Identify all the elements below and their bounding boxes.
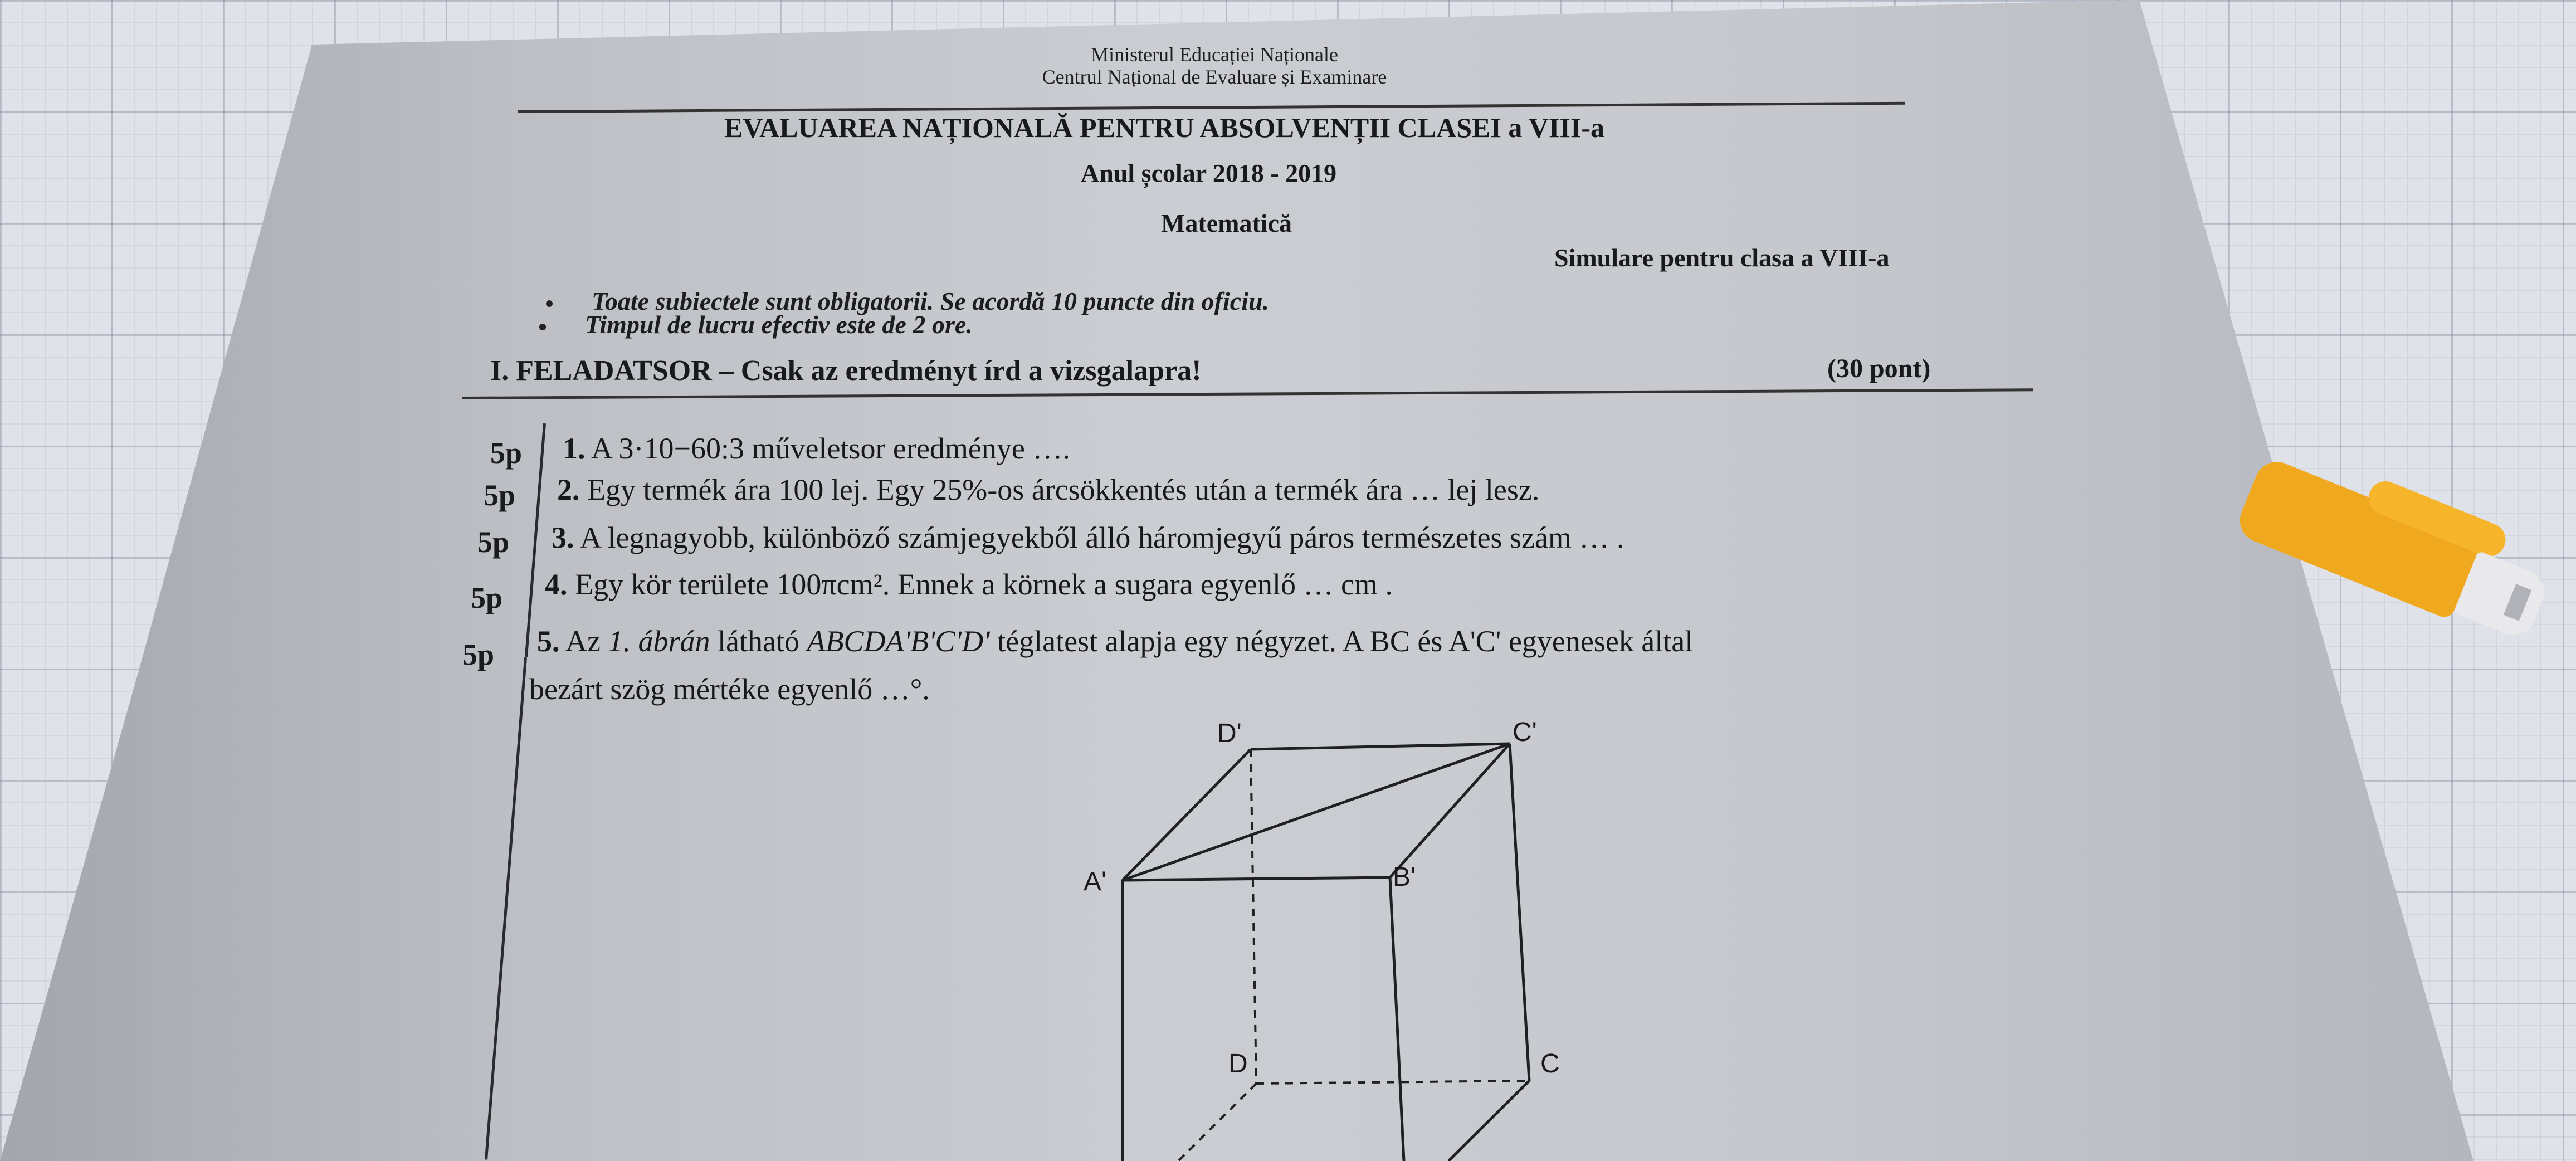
edge-CC1: [1510, 744, 1529, 1081]
vertex-label-D1: D': [1217, 719, 1242, 748]
section-points: (30 pont): [1827, 354, 1931, 383]
hidden-edge-DC: [1256, 1081, 1529, 1084]
vertex-label-A1: A': [1084, 867, 1107, 896]
vertex-label-B1: B': [1393, 862, 1416, 892]
instruction-text: Toate subiectele sunt obligatorii. Se acordă 10 puncte din oficiu.: [592, 287, 1270, 315]
item-points: 5p: [462, 638, 495, 671]
problem-number: 1.: [563, 432, 586, 465]
problem-5-line2: bezárt szög mértéke egyenlő …°.: [529, 672, 930, 706]
problem-text-part: Az: [565, 625, 608, 658]
school-year: Anul școlar 2018 - 2019: [1081, 159, 1337, 187]
problem-text: Egy kör területe 100πcm². Ennek a körnek a sugara egyenlő … cm .: [575, 568, 1393, 601]
section-title: I. FELADATSOR – Csak az eredményt írd a vizsgalapra!: [490, 355, 1202, 387]
hidden-edge-AD: [1178, 1084, 1256, 1161]
vertex-label-D: D: [1228, 1049, 1248, 1079]
simulation-label: Simulare pentru clasa a VIII-a: [1554, 243, 1890, 272]
problem-text-part: látható: [710, 625, 807, 658]
problem-text: A legnagyobb, különböző számjegyekből álló háromjegyű páros természetes szám … .: [580, 521, 1624, 554]
problem-text-part: téglatest alapja egy négyzet. A BC és A'C' egyenesek által: [989, 625, 1694, 658]
vertex-label-C1: C': [1513, 718, 1537, 747]
item-points: 5p: [490, 436, 523, 470]
diagonal-A1C1: [1123, 744, 1510, 880]
hidden-edge-DD1: [1251, 749, 1256, 1084]
ministry-name: Ministerul Educației Naționale: [1091, 43, 1338, 66]
figure-reference: 1. ábrán: [608, 625, 710, 658]
problem-number: 4.: [545, 568, 568, 601]
solid-name: ABCDA'B'C'D': [807, 625, 990, 658]
item-points: 5p: [484, 479, 516, 512]
center-name: Centrul Național de Evaluare și Examinare: [1042, 66, 1387, 88]
edge-A1D1: [1123, 749, 1251, 880]
edge-BB1: [1390, 877, 1404, 1161]
vertex-label-C: C: [1540, 1049, 1560, 1079]
edge-BC: [1448, 1081, 1529, 1161]
problem-text: A 3·10−60:3 műveletsor eredménye ….: [591, 432, 1070, 465]
edge-A1B1: [1123, 877, 1390, 880]
exam-title: EVALUAREA NAȚIONALĂ PENTRU ABSOLVENȚII CLASEI a VIII-a: [724, 112, 1605, 143]
edge-D1C1: [1251, 744, 1510, 749]
instruction-text: Timpul de lucru efectiv este de 2 ore.: [585, 310, 973, 339]
problem-number: 5.: [537, 625, 560, 658]
item-points: 5p: [477, 525, 510, 559]
problem-number: 3.: [552, 521, 574, 554]
subject-title: Matematică: [1161, 209, 1292, 237]
problem-number: 2.: [557, 473, 580, 506]
item-points: 5p: [471, 581, 503, 614]
problem-text: Egy termék ára 100 lej. Egy 25%-os árcsökkentés után a termék ára … lej lesz.: [587, 473, 1540, 506]
